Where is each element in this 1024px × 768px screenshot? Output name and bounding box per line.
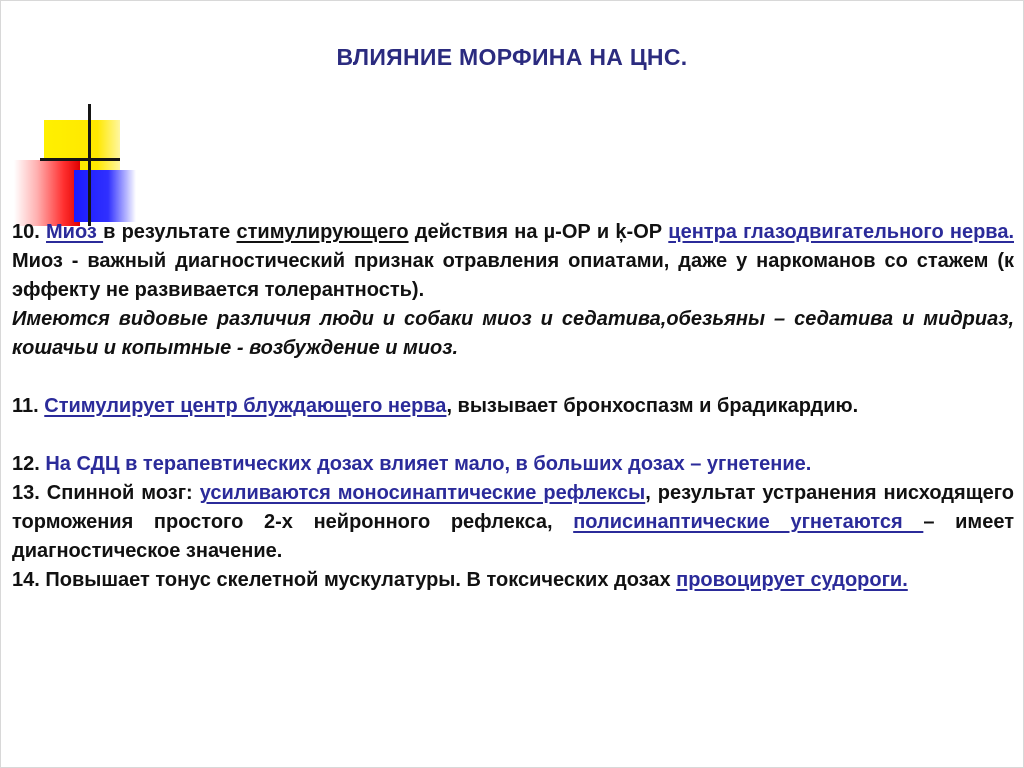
text-run: в результате xyxy=(103,221,237,243)
text-run: Повышает тонус скелетной мускулатуры. В токсических дозах xyxy=(45,569,677,591)
logo-horizontal-line xyxy=(40,158,120,161)
monosynaptic-term: усиливаются моносинаптические рефлексы xyxy=(199,482,646,504)
paragraph-13 xyxy=(12,479,1014,566)
logo-red-square xyxy=(14,160,80,226)
species-differences: Имеются видовые различия люди и собаки миоз и седатива,обезьяны – седатива и мидриаз, кошачьи и копытные - возбуждение и миоз. xyxy=(12,308,1014,359)
text-run: , вызывает бронхоспазм и брадикардию. xyxy=(446,395,859,417)
polysynaptic-term: полисинаптические угнетаются xyxy=(573,511,924,533)
item-number: 14. xyxy=(12,569,46,591)
stimulating-term: стимулирующего xyxy=(236,221,409,243)
oculomotor-center-term: центра глазодвигательного нерва. xyxy=(668,221,1014,243)
paragraph-12 xyxy=(12,450,1014,479)
slide-title: ВЛИЯНИЕ МОРФИНА НА ЦНС. xyxy=(336,44,688,70)
text-run: действия на µ-ОР и ķ-ОР xyxy=(408,221,669,243)
logo-vertical-line xyxy=(88,104,91,226)
item-number: 10. xyxy=(12,221,40,243)
item-number: 13. Спинной мозг: xyxy=(12,482,200,504)
paragraph-10 xyxy=(12,218,1014,305)
vasomotor-center-text: На СДЦ в терапевтических дозах влияет мало, в больших дозах – угнетение. xyxy=(45,453,812,475)
text-run: , результат устранения нисходящего торможения простого 2-х нейронного рефлекса, xyxy=(12,482,1014,533)
seizures-term: провоцирует судороги. xyxy=(676,569,908,591)
item-number: 12. xyxy=(12,453,46,475)
paragraph-11 xyxy=(12,392,1014,421)
vagus-center-term: Стимулирует центр блуждающего нерва xyxy=(44,395,447,417)
miosis-term: Миоз xyxy=(46,221,104,243)
slide-body xyxy=(12,218,1014,595)
item-number: 11. xyxy=(12,395,45,417)
text-run: – имеет диагностическое значение. xyxy=(12,511,1014,562)
text-run: Миоз - важный диагностический признак отравления опиатами, даже у наркоманов со стажем (к эффекту не развивается толерантность). xyxy=(12,250,1014,301)
logo-blue-square xyxy=(74,170,136,222)
paragraph-14 xyxy=(12,566,1014,595)
